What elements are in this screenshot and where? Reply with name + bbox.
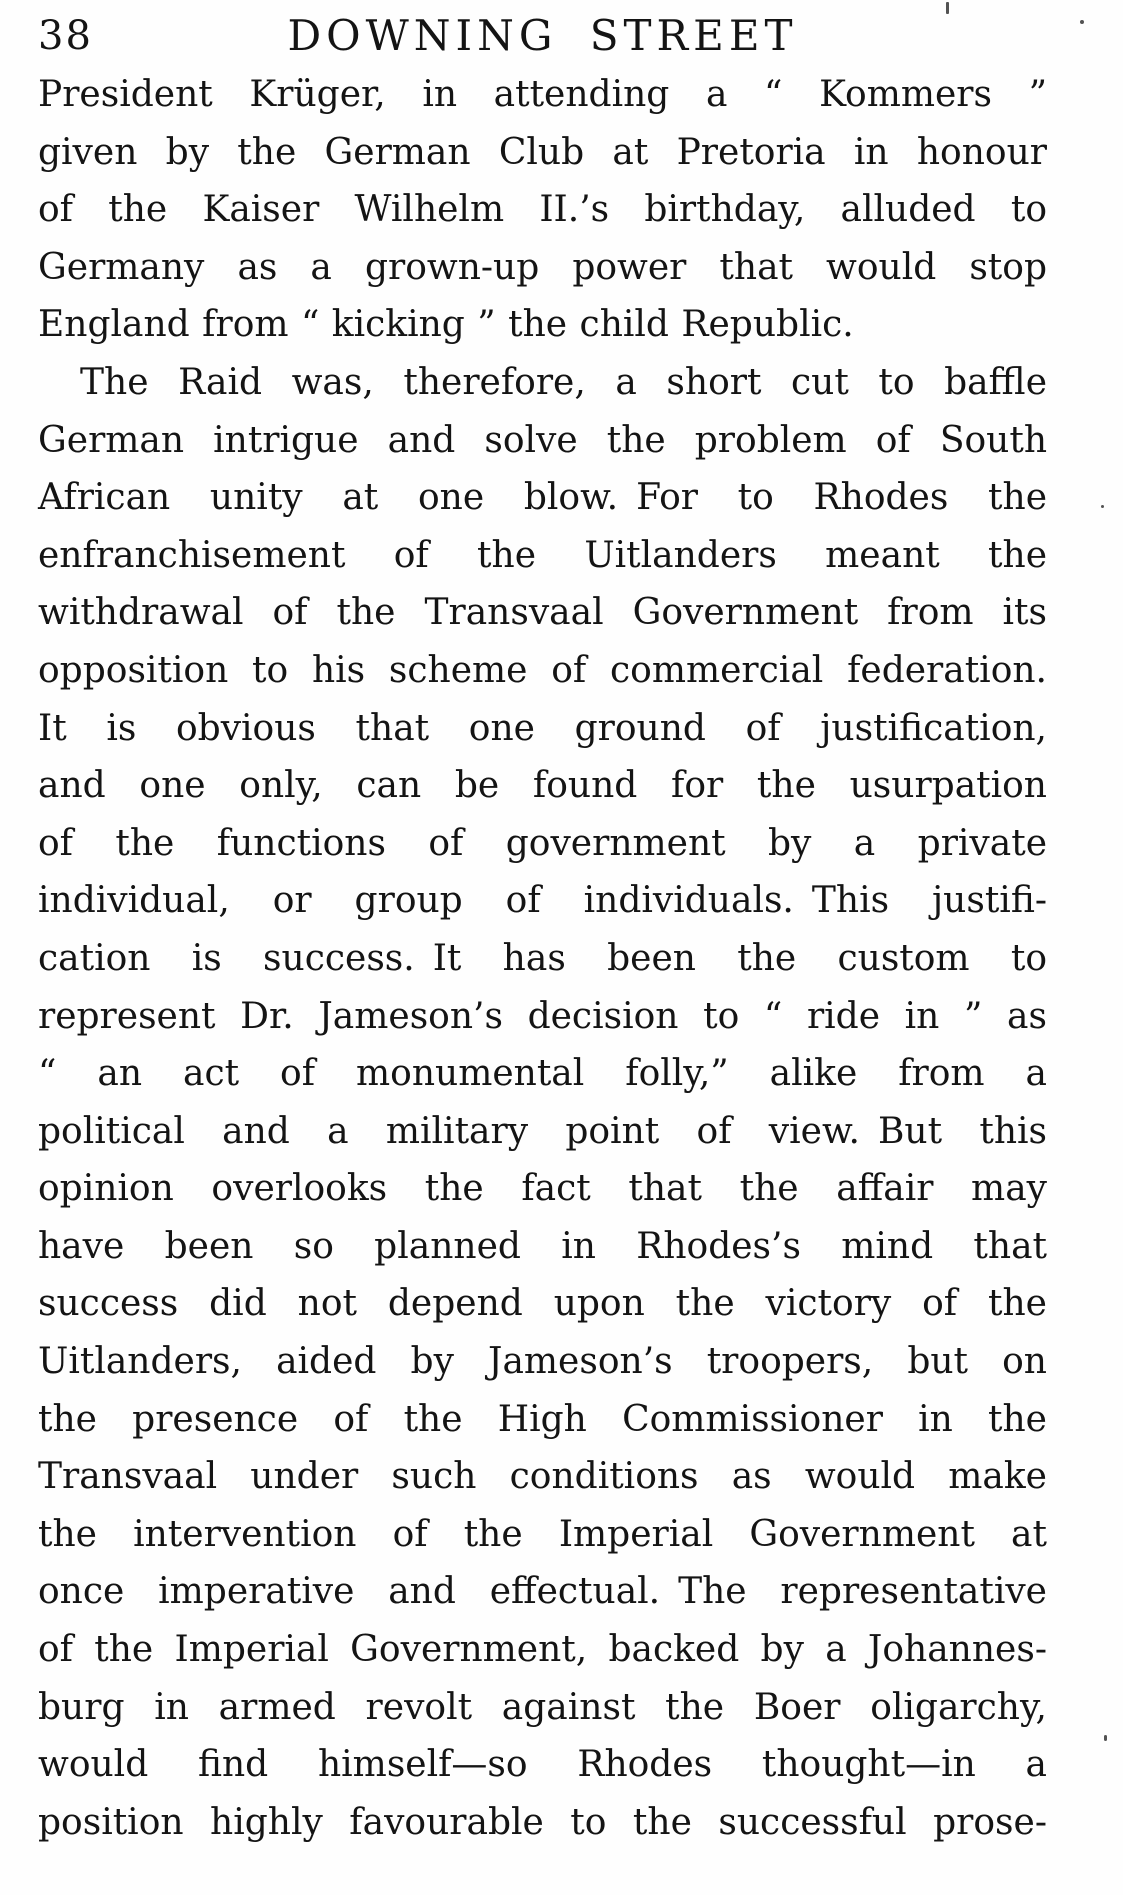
- text-line: opposition to his scheme of commercial federation.: [38, 649, 1047, 691]
- text-line: “ an act of monumental folly,” alike from a: [38, 1053, 1047, 1095]
- text-line: the intervention of the Imperial Government at: [38, 1513, 1047, 1555]
- text-line: of the Imperial Government, backed by a Johannes-: [38, 1629, 1047, 1671]
- text-line: cation is success. It has been the custom to: [38, 937, 1047, 979]
- text-line: African unity at one blow. For to Rhodes the: [38, 477, 1047, 519]
- text-line: represent Dr. Jameson’s decision to “ ride in ” as: [38, 995, 1047, 1037]
- running-header-title: DOWNING STREET: [287, 11, 798, 60]
- text-line: of the functions of government by a private: [38, 822, 1047, 864]
- text-line: and one only, can be found for the usurpation: [38, 765, 1047, 807]
- text-line: Germany as a grown-up power that would stop: [38, 246, 1047, 288]
- text-line: political and a military point of view. But this: [38, 1110, 1047, 1152]
- text-line: President Krüger, in attending a “ Kommers ”: [38, 74, 1047, 115]
- text-line: German intrigue and solve the problem of South: [38, 419, 1047, 461]
- text-line: Uitlanders, aided by Jameson’s troopers, but on: [38, 1341, 1047, 1383]
- scan-speck: [1080, 20, 1084, 24]
- scan-speck: [946, 2, 949, 14]
- text-line: enfranchisement of the Uitlanders meant the: [38, 534, 1047, 576]
- text-line: of the Kaiser Wilhelm II.’s birthday, alluded to: [38, 189, 1047, 231]
- text-line: The Raid was, therefore, a short cut to baffle: [80, 361, 1047, 403]
- text-line: opinion overlooks the fact that the affair may: [38, 1168, 1047, 1210]
- text-line: It is obvious that one ground of justification,: [38, 707, 1047, 749]
- text-line: position highly favourable to the successful prose-: [38, 1801, 1047, 1843]
- text-line: Transvaal under such conditions as would make: [38, 1456, 1047, 1498]
- scan-speck: [1104, 1735, 1107, 1741]
- text-line: individual, or group of individuals. This justifi-: [38, 880, 1047, 922]
- page-header: [38, 8, 1047, 64]
- text-line: once imperative and effectual. The representative: [38, 1571, 1047, 1613]
- page-body: [38, 66, 1047, 1851]
- text-line: the presence of the High Commissioner in the: [38, 1398, 1047, 1440]
- text-line: have been so planned in Rhodes’s mind that: [38, 1225, 1047, 1267]
- scan-speck: [1101, 505, 1104, 508]
- text-line: given by the German Club at Pretoria in honour: [38, 131, 1047, 173]
- page-number: 38: [38, 13, 93, 59]
- text-line: withdrawal of the Transvaal Government from its: [38, 592, 1047, 634]
- text-line: success did not depend upon the victory of the: [38, 1283, 1047, 1325]
- text-line: burg in armed revolt against the Boer oligarchy,: [38, 1686, 1047, 1728]
- text-line: would find himself—so Rhodes thought—in a: [38, 1744, 1047, 1786]
- text-line: England from “ kicking ” the child Republic.: [38, 304, 854, 346]
